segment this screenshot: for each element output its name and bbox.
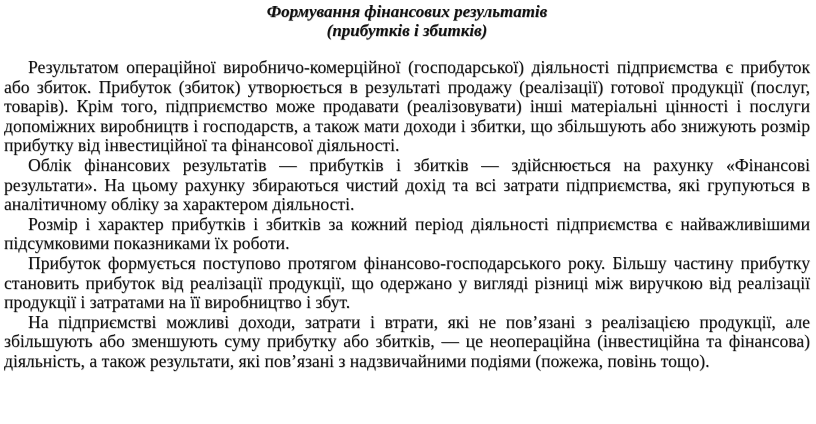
title-line-2: (прибутків і збитків) <box>326 21 488 40</box>
document-title <box>4 2 810 40</box>
paragraph-2: Облік фінансових результатів — прибутків і збитків — здійснюється на рахунку «Фінансові результати». На цьому рахунку збираються чистий дохід та всі затрати підприємства, які групуються в аналітичному обліку за характером діяльності. <box>4 154 810 215</box>
title-spacer <box>4 40 810 58</box>
paragraph-4: Прибуток формується поступово протягом фінансово-господарського року. Більшу частину прибутку становить прибуток від реалізації продукції, що одержано у вигляді різниці між виручкою від реалізації продукції і затратами на її виробництво і збут. <box>4 252 810 313</box>
paragraph-3: Розмір і характер прибутків і збитків за кожний період діяльності підприємства є найважливішими підсумковими показниками їх роботи. <box>4 213 810 254</box>
paragraph-1: Результатом операційної виробничо-комерційної (господарської) діяльності підприємства є прибуток або збиток. Прибуток (збиток) утворюється в результаті продажу (реалізації) готової продукції (послуг, товарів). Крім того, підприємство може продавати (реалізовувати) інші матеріальні цінності і послуги допоміжних виробництв і господарств, а також мати доходи і збитки, що збільшують або знижують розмір прибутку від інвестиційної та фінансової діяльності. <box>4 57 810 156</box>
paragraph-5: На підприємстві можливі доходи, затрати і втрати, які не пов’язані з реалізацією продукції, але збільшують або зменшують суму прибутку або збитків, — це неопераційна (інвестиційна та фінансова) діяльність, а також результати, які пов’язані з надзвичайними подіями (пожежа, повінь тощо). <box>4 311 810 371</box>
title-line-1: Формування фінансових результатів <box>266 2 548 21</box>
